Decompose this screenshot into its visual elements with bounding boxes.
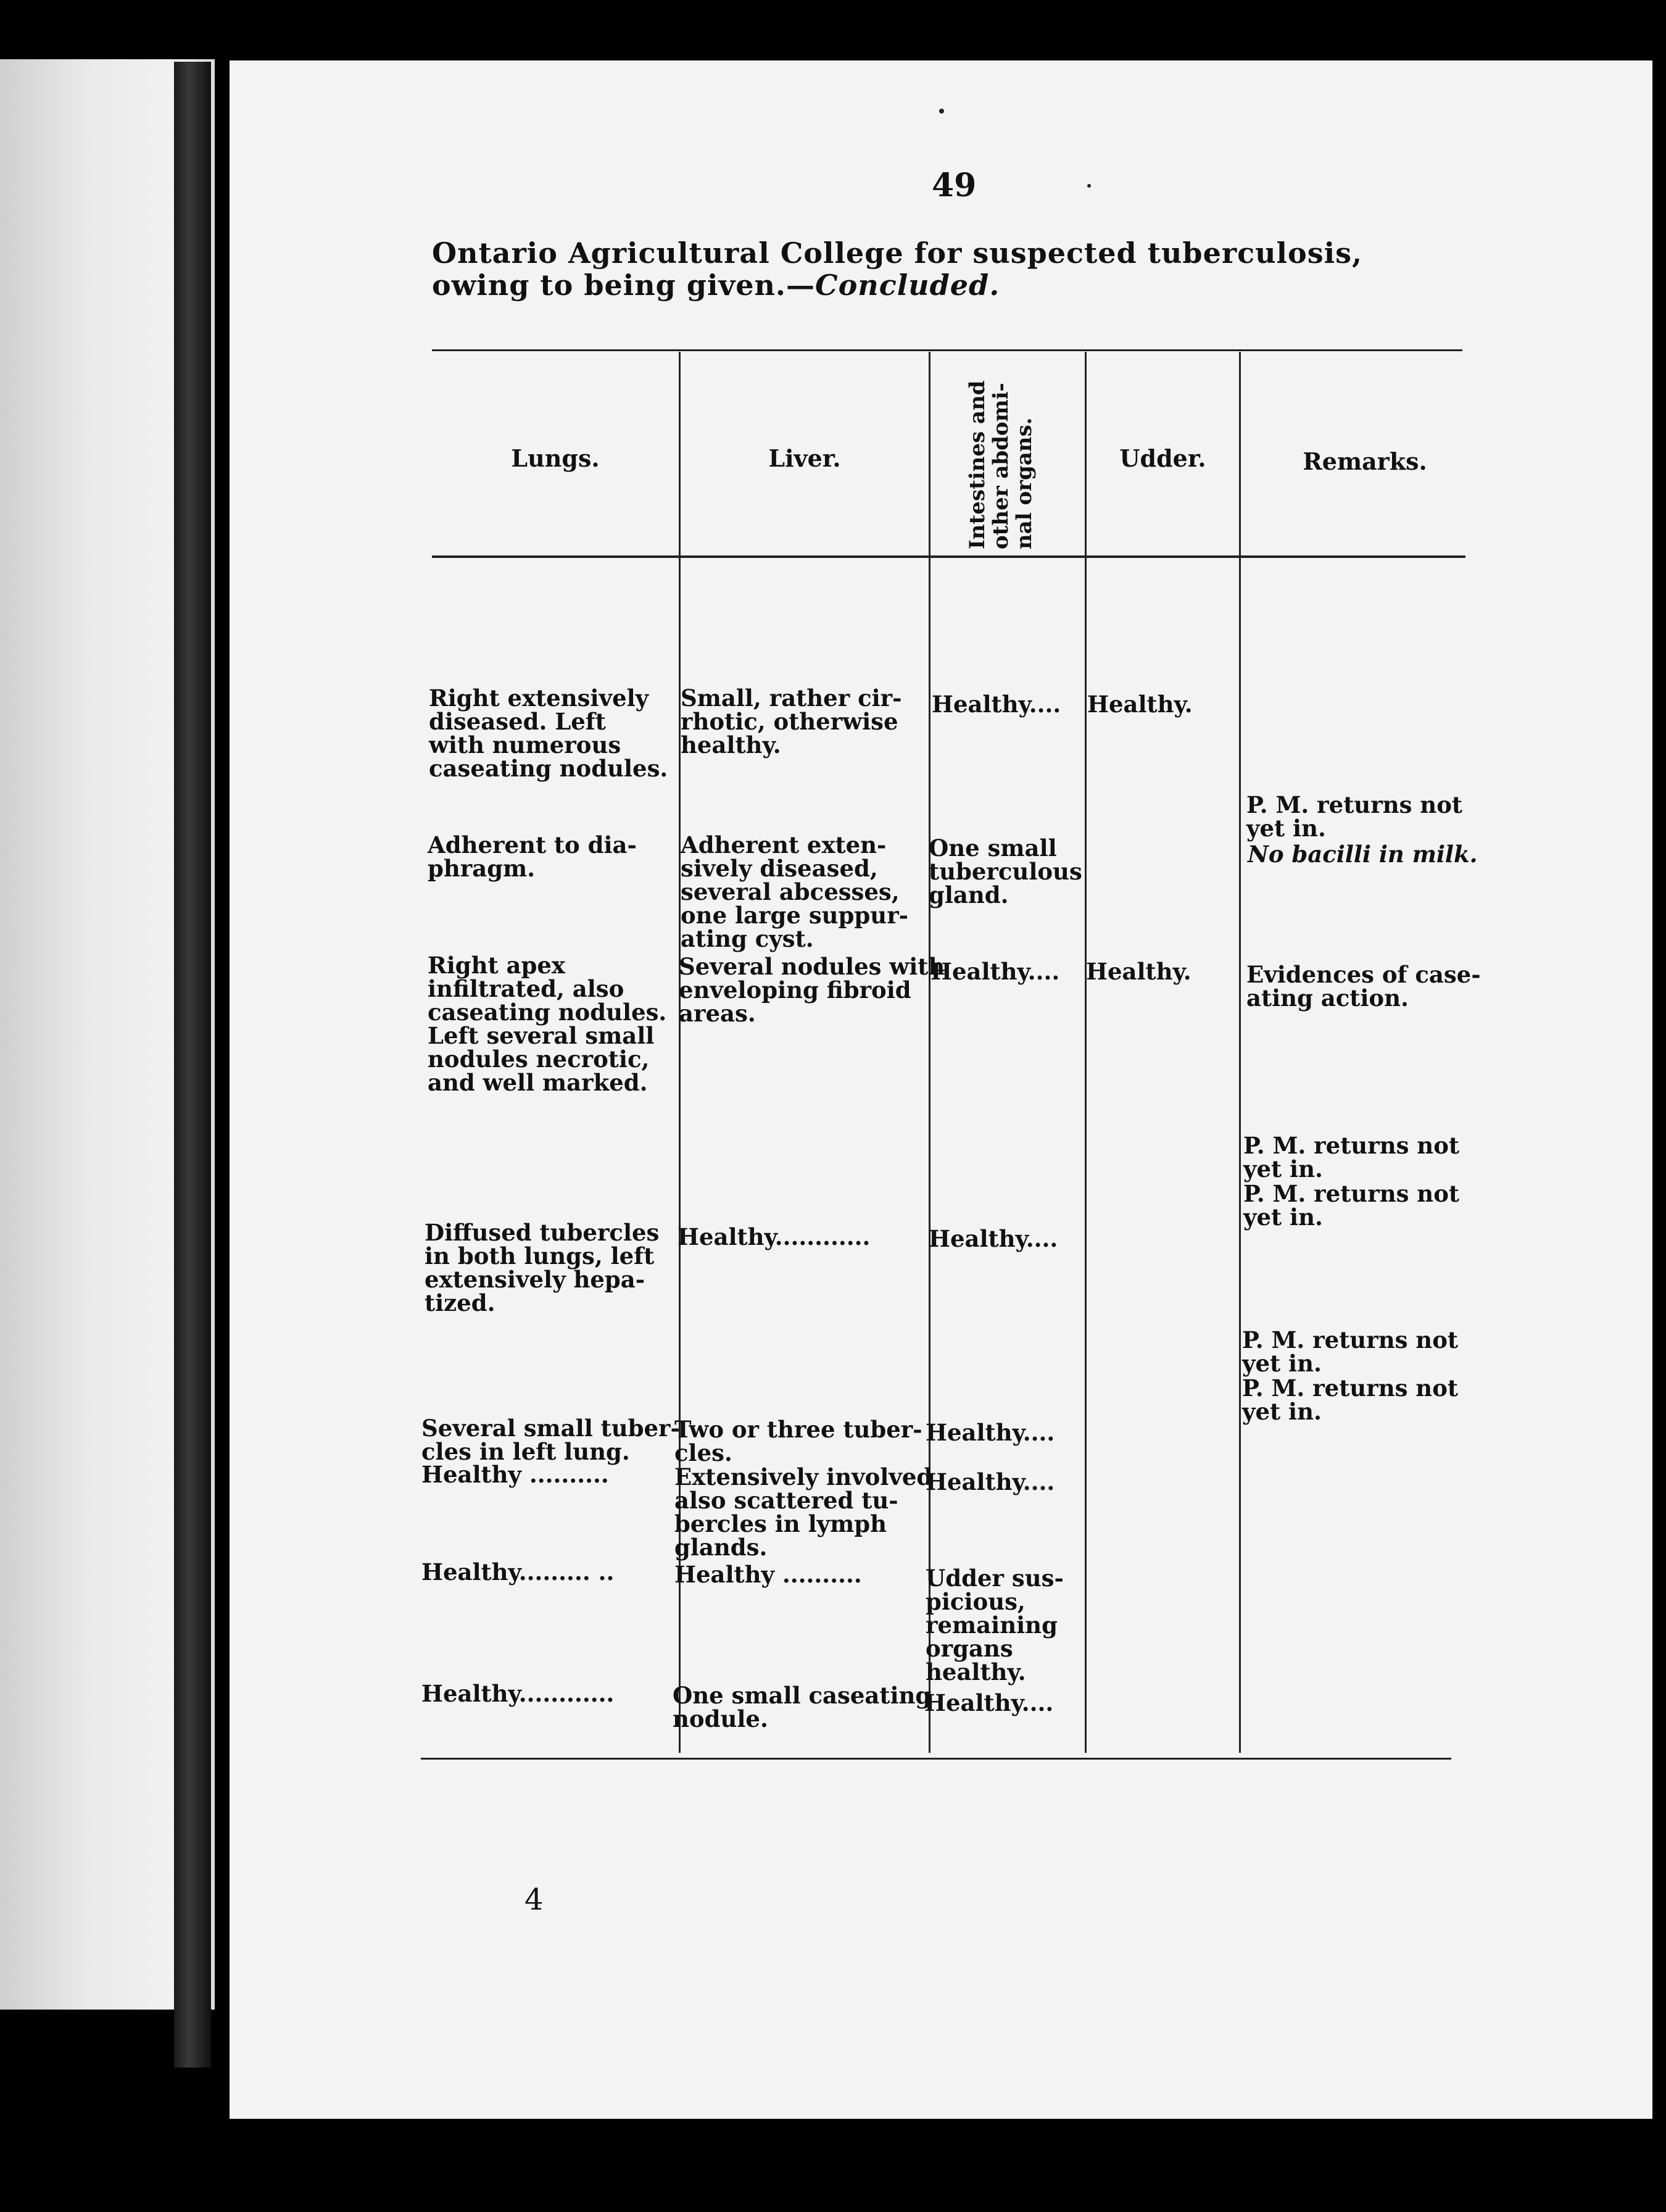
lungs-cell: Healthy......... .. (421, 1558, 615, 1586)
liver-cell: Small, rather cir- rhotic, otherwise healthy. (681, 684, 902, 759)
liver-cell: One small caseating nodule. (673, 1682, 932, 1732)
remarks-cell: No bacilli in milk. (1248, 841, 1478, 868)
liver-cell: Adherent exten- sively diseased, several abcesses, one large suppur- ating cyst. (681, 831, 909, 952)
title-text: Ontario Agricultural College for suspected tuberculosis, owing to being given.— (432, 236, 1362, 302)
title-concluded: Concluded. (814, 268, 1000, 302)
lungs-cell: Healthy .......... (421, 1461, 609, 1488)
intestines-cell: Healthy.... (926, 1419, 1055, 1446)
header-bottom-rule (432, 555, 1465, 558)
liver-cell: Healthy............ (678, 1223, 871, 1250)
table-bottom-rule (421, 1758, 1451, 1760)
page-number: 49 (932, 167, 977, 204)
lungs-cell: Right apex infiltrated, also caseating nodules. Left several small nodules necrotic, and well marked. (428, 952, 667, 1096)
lungs-cell: Adherent to dia- phragm. (428, 831, 637, 882)
column-divider (1085, 352, 1087, 1753)
lungs-cell: Diffused tubercles in both lungs, left extensively hepa- tized. (425, 1219, 660, 1316)
page-speck (939, 109, 944, 114)
intestines-cell: Healthy.... (926, 1468, 1055, 1495)
remarks-cell: P. M. returns not yet in. (1243, 1132, 1459, 1183)
header-intestines: Intestines and other abdomi-nal organs. (965, 380, 1037, 549)
remarks-cell: P. M. returns not yet in. (1242, 1374, 1458, 1425)
remarks-cell: Evidences of case- ating action. (1246, 961, 1481, 1012)
header-udder: Udder. (1119, 444, 1206, 472)
liver-cell: Extensively involved also scattered tu- bercles in lymph glands. (674, 1463, 933, 1561)
remarks-cell: P. M. returns not yet in. (1246, 791, 1462, 842)
intestines-cell: Udder sus- picious, remaining organs healthy. (926, 1565, 1064, 1686)
column-divider (1239, 352, 1241, 1753)
liver-cell: Several nodules with enveloping fibroid areas. (679, 953, 945, 1027)
intestines-cell: Healthy.... (929, 1225, 1058, 1252)
intestines-cell: Healthy.... (924, 1689, 1054, 1716)
intestines-cell: Healthy.... (930, 958, 1060, 985)
page-speck (1087, 184, 1091, 188)
table-top-rule (432, 349, 1462, 351)
table-title (432, 237, 1444, 301)
signature-mark: 4 (524, 1882, 544, 1917)
lungs-cell: Several small tuber- cles in left lung. (421, 1415, 680, 1465)
intestines-cell: One small tuberculous gland. (929, 834, 1082, 908)
liver-cell: Two or three tuber- cles. (674, 1416, 922, 1466)
liver-cell: Healthy .......... (674, 1561, 862, 1588)
header-remarks: Remarks. (1303, 447, 1427, 475)
lungs-cell: Healthy............ (421, 1680, 615, 1707)
udder-cell: Healthy. (1087, 691, 1193, 718)
header-lungs: Lungs. (511, 444, 600, 472)
intestines-cell: Healthy.... (932, 691, 1061, 718)
lungs-cell: Right extensively diseased. Left with numerous caseating nodules. (429, 684, 668, 782)
binding-edge (174, 62, 211, 2068)
udder-cell: Healthy. (1086, 958, 1191, 985)
header-liver: Liver. (768, 444, 841, 472)
remarks-cell: P. M. returns not yet in. (1242, 1326, 1458, 1377)
remarks-cell: P. M. returns not yet in. (1243, 1180, 1459, 1231)
